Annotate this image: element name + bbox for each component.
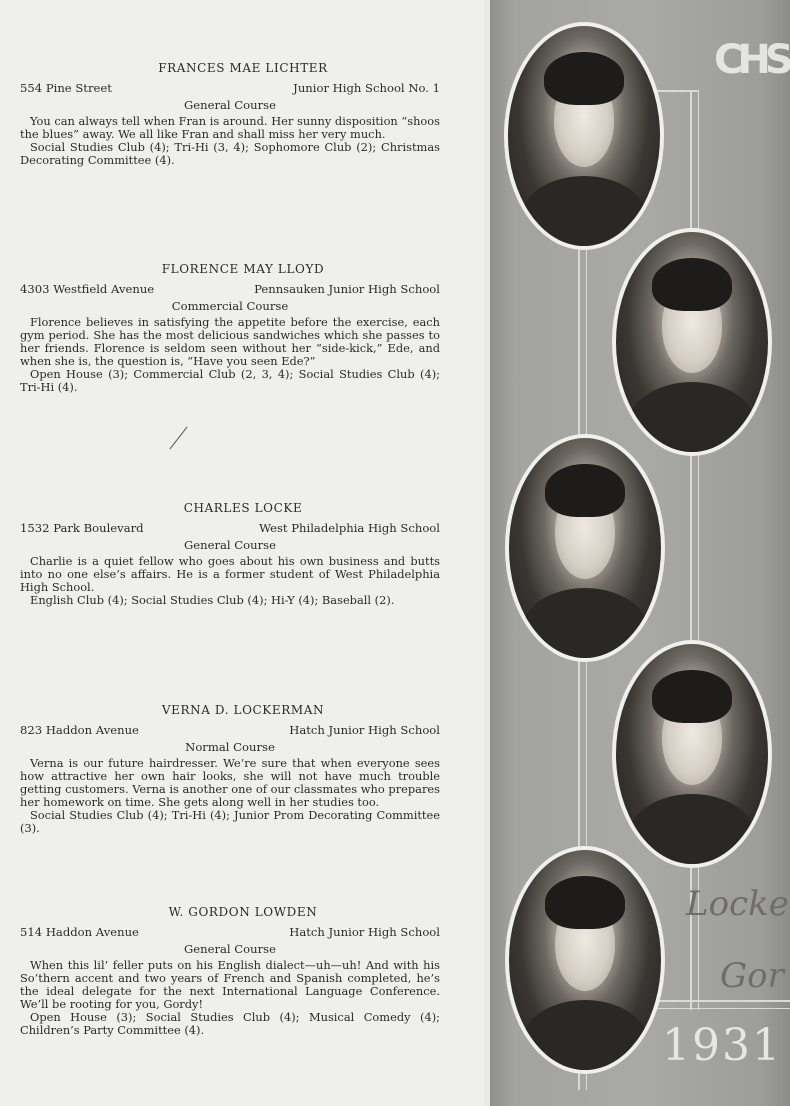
student-bio: When this lil’ feller puts on his English dialect—uh—uh! And with his So’thern accent and two years of French and Spanish completed, he’s the ideal delegate for the next International Language Conference. We’ll be rooting for you, Gordy! [20, 958, 440, 1011]
home-address: 514 Haddon Avenue [20, 925, 139, 939]
senior-entry-lockerman [20, 704, 440, 835]
course-name: General Course [184, 538, 276, 552]
student-name: FRANCES MAE LICHTER [158, 61, 328, 75]
course-name: Commercial Course [171, 299, 289, 313]
student-activities: Open House (3); Social Studies Club (4); Musical Comedy (4); Children’s Party Committee (4). [20, 1010, 440, 1037]
previous-school: West Philadelphia High School [259, 521, 440, 535]
course-name: General Course [184, 98, 276, 112]
yearbook-year: 1931 [662, 1020, 782, 1071]
previous-school: Pennsauken Junior High School [254, 282, 440, 296]
course-name: General Course [184, 942, 276, 956]
home-address: 554 Pine Street [20, 81, 112, 95]
portrait-verna-lockerman [612, 640, 772, 868]
student-bio: Charlie is a quiet fellow who goes about his own business and butts into no one else’s affairs. He is a former student of West Philadelphia High School. [20, 554, 440, 594]
previous-school: Hatch Junior High School [289, 925, 440, 939]
portrait-gordon-lowden [505, 846, 665, 1074]
senior-entry-locke [20, 502, 440, 607]
student-name: CHARLES LOCKE [183, 501, 303, 515]
portrait-charles-locke [505, 434, 665, 662]
portrait-florence-lloyd [612, 228, 772, 456]
handwritten-note: Locke [686, 884, 789, 924]
senior-entry-lloyd [20, 263, 440, 394]
pencil-mark [169, 427, 187, 450]
home-address: 823 Haddon Avenue [20, 723, 139, 737]
address-row [20, 926, 440, 939]
handwritten-note: Gor [720, 956, 784, 996]
student-activities: Social Studies Club (4); Tri-Hi (3, 4); Sophomore Club (2); Christmas Decorating Committee (4). [20, 140, 440, 167]
address-row [20, 522, 440, 535]
course-name: Normal Course [185, 740, 275, 754]
address-row [20, 283, 440, 296]
student-name: W. GORDON LOWDEN [168, 905, 318, 919]
student-name: FLORENCE MAY LLOYD [161, 262, 325, 276]
previous-school: Junior High School No. 1 [293, 81, 440, 95]
student-bio: You can always tell when Fran is around. Her sunny disposition “shoos the blues” away. We all like Fran and shall miss her very much. [20, 114, 440, 141]
student-bio: Verna is our future hairdresser. We’re sure that when everyone sees how attractive her own hair looks, she will not have much trouble getting customers. Verna is another one of our classmates who prepares her homework on time. She gets along well in her studies too. [20, 756, 440, 809]
student-activities: Open House (3); Commercial Club (2, 3, 4); Social Studies Club (4); Tri-Hi (4). [20, 367, 440, 394]
senior-entry-lichter [20, 62, 440, 167]
school-monogram: CHS [714, 37, 788, 83]
student-name: VERNA D. LOCKERMAN [161, 703, 325, 717]
previous-school: Hatch Junior High School [289, 723, 440, 737]
home-address: 1532 Park Boulevard [20, 521, 144, 535]
address-row [20, 724, 440, 737]
address-row [20, 82, 440, 95]
senior-entry-lowden [20, 906, 440, 1037]
student-bio: Florence believes in satisfying the appetite before the exercise, each gym period. She has the most delicious sandwiches which she passes to her friends. Florence is seldom seen without her “side-kick,” Ede, and when she is, the question is, “Have you seen Ede?” [20, 315, 440, 368]
student-activities: Social Studies Club (4); Tri-Hi (4); Junior Prom Decorating Committee (3). [20, 808, 440, 835]
portrait-frances-lichter [504, 22, 664, 250]
student-activities: English Club (4); Social Studies Club (4); Hi-Y (4); Baseball (2). [30, 593, 395, 607]
home-address: 4303 Westfield Avenue [20, 282, 155, 296]
